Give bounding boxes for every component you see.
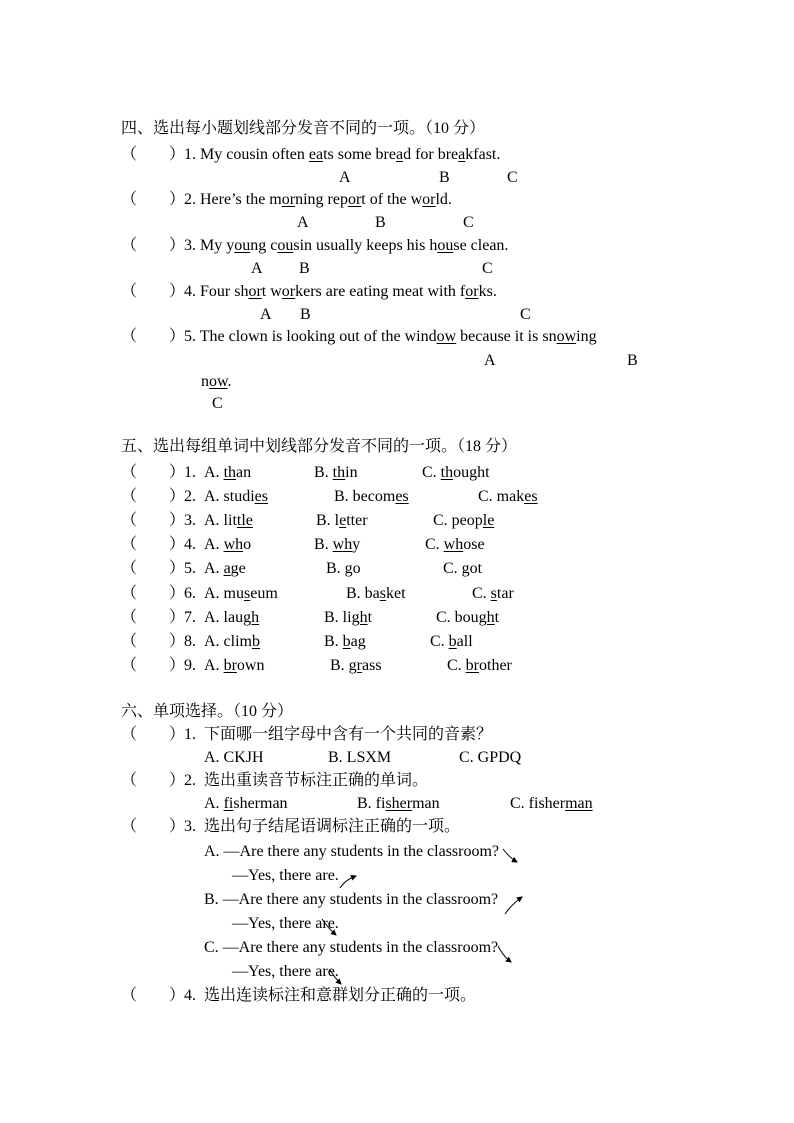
option-a[interactable]: A. than — [204, 464, 252, 481]
question-4-3: 3. My young cousin usually keeps his house clean. — [184, 237, 509, 254]
option-a[interactable]: A. studies — [204, 488, 268, 505]
option-b[interactable]: B. basket — [346, 585, 406, 602]
option-a[interactable]: A. age — [204, 560, 246, 577]
option-label-c: C — [212, 395, 223, 412]
option-c[interactable]: C. makes — [478, 488, 538, 505]
question-6-4: 4. 选出连读标注和意群划分正确的一项。 — [184, 987, 477, 1004]
option-b[interactable]: B. bag — [324, 633, 366, 650]
option-b[interactable]: B. thin — [314, 464, 358, 481]
option-label-b: B — [299, 260, 310, 277]
option-label-b: B — [439, 169, 450, 186]
question-6-3: 3. 选出句子结尾语调标注正确的一项。 — [184, 818, 461, 835]
answer-bracket[interactable]: （ ） — [121, 609, 186, 626]
question-number: 7. — [184, 609, 196, 626]
option-c[interactable]: C. star — [472, 585, 514, 602]
option-a[interactable]: A. laugh — [204, 609, 260, 626]
answer-bracket[interactable]: （ ） — [121, 657, 186, 674]
section-6-title: 六、单项选择。（10 分） — [121, 703, 294, 720]
option-a-line-1[interactable]: A. —Are there any students in the classroom? — [204, 843, 500, 860]
answer-bracket[interactable]: （ ） — [121, 488, 186, 505]
option-c[interactable]: C. brother — [447, 657, 512, 674]
answer-bracket[interactable]: （ ） — [121, 191, 186, 208]
option-label-b: B — [627, 352, 638, 369]
option-c[interactable]: C. ball — [430, 633, 473, 650]
option-label-a: A — [339, 169, 351, 186]
option-c-line-2: —Yes, there are. — [232, 963, 339, 980]
option-c-line-1[interactable]: C. —Are there any students in the classroom? — [204, 939, 499, 956]
answer-bracket[interactable]: （ ） — [121, 237, 186, 254]
option-b[interactable]: B. light — [324, 609, 373, 626]
option-label-a: A — [484, 352, 496, 369]
question-4-4: 4. Four short workers are eating meat with forks. — [184, 283, 497, 300]
option-b[interactable]: B. why — [314, 536, 361, 553]
option-c[interactable]: C. thought — [422, 464, 490, 481]
option-label-a: A — [251, 260, 263, 277]
section-4-title: 四、选出每小题划线部分发音不同的一项。（10 分） — [121, 120, 486, 137]
answer-bracket[interactable]: （ ） — [121, 633, 186, 650]
question-number: 8. — [184, 633, 196, 650]
answer-bracket[interactable]: （ ） — [121, 146, 186, 163]
option-a[interactable]: A. little — [204, 512, 253, 529]
option-b[interactable]: B. go — [326, 560, 361, 577]
answer-bracket[interactable]: （ ） — [121, 536, 186, 553]
option-label-b: B — [300, 306, 311, 323]
option-label-c: C — [507, 169, 518, 186]
option-label-c: C — [520, 306, 531, 323]
option-a[interactable]: A. museum — [204, 585, 278, 602]
answer-bracket[interactable]: （ ） — [121, 818, 186, 835]
option-c[interactable]: C. got — [443, 560, 483, 577]
option-b[interactable]: B. fisherman — [357, 795, 440, 812]
answer-bracket[interactable]: （ ） — [121, 328, 186, 345]
option-label-a: A — [297, 214, 309, 231]
answer-bracket[interactable]: （ ） — [121, 283, 186, 300]
question-number: 6. — [184, 585, 196, 602]
option-c[interactable]: C. GPDQ — [459, 749, 522, 766]
rising-arrow-icon — [340, 876, 356, 888]
answer-bracket[interactable]: （ ） — [121, 585, 186, 602]
question-number: 9. — [184, 657, 196, 674]
option-label-c: C — [463, 214, 474, 231]
option-a-line-2: —Yes, there are. — [232, 867, 339, 884]
option-b-line-2: —Yes, there are. — [232, 915, 339, 932]
answer-bracket[interactable]: （ ） — [121, 560, 186, 577]
answer-bracket[interactable]: （ ） — [121, 726, 186, 743]
option-a[interactable]: A. brown — [204, 657, 265, 674]
question-4-2: 2. Here’s the morning report of the world. — [184, 191, 452, 208]
option-c[interactable]: C. whose — [425, 536, 485, 553]
option-a[interactable]: A. who — [204, 536, 252, 553]
answer-bracket[interactable]: （ ） — [121, 772, 186, 789]
option-b[interactable]: B. becomes — [334, 488, 409, 505]
section-5-title: 五、选出每组单词中划线部分发音不同的一项。（18 分） — [121, 438, 518, 455]
question-4-5-continued: now. — [201, 373, 232, 390]
falling-arrow-icon — [322, 919, 336, 935]
question-4-5: 5. The clown is looking out of the window because it is snowing — [184, 328, 597, 345]
option-a[interactable]: A. climb — [204, 633, 260, 650]
option-b[interactable]: B. letter — [316, 512, 368, 529]
option-b-line-1[interactable]: B. —Are there any students in the classroom? — [204, 891, 499, 908]
option-b[interactable]: B. LSXM — [328, 749, 392, 766]
option-label-b: B — [375, 214, 386, 231]
option-a[interactable]: A. fisherman — [204, 795, 288, 812]
option-label-a: A — [260, 306, 272, 323]
question-number: 5. — [184, 560, 196, 577]
option-b[interactable]: B. grass — [330, 657, 382, 674]
answer-bracket[interactable]: （ ） — [121, 512, 186, 529]
option-c[interactable]: C. people — [433, 512, 495, 529]
falling-arrow-icon — [498, 946, 511, 962]
question-6-1: 1. 下面哪一组字母中含有一个共同的音素？ — [184, 726, 493, 743]
falling-arrow-icon — [330, 970, 341, 984]
question-number: 1. — [184, 464, 196, 481]
falling-arrow-icon — [503, 849, 517, 862]
question-number: 2. — [184, 488, 196, 505]
option-c[interactable]: C. fisherman — [510, 795, 593, 812]
question-4-1: 1. My cousin often eats some bread for breakfast. — [184, 146, 501, 163]
question-number: 3. — [184, 512, 196, 529]
rising-arrow-icon — [505, 897, 522, 914]
answer-bracket[interactable]: （ ） — [121, 464, 186, 481]
option-label-c: C — [482, 260, 493, 277]
option-a[interactable]: A. CKJH — [204, 749, 264, 766]
question-number: 4. — [184, 536, 196, 553]
option-c[interactable]: C. bought — [436, 609, 500, 626]
question-6-2: 2. 选出重读音节标注正确的单词。 — [184, 772, 429, 789]
answer-bracket[interactable]: （ ） — [121, 987, 186, 1004]
